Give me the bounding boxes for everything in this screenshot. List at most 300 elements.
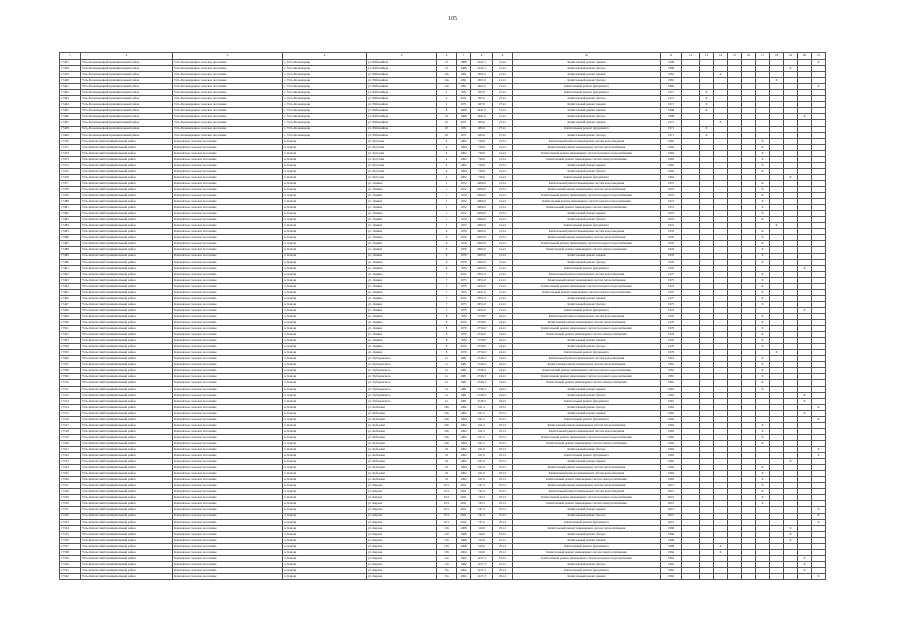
table-cell: ул. Чубаровского (367, 362, 437, 368)
table-cell: 1 (437, 217, 457, 223)
column-header: 18 (770, 53, 784, 60)
table-cell: 7 (437, 271, 457, 277)
table-cell: 1962 (457, 471, 471, 477)
table-cell: ул. Кирова (367, 543, 437, 549)
table-cell: 2746,3 (471, 356, 493, 362)
mark-cell: X (756, 386, 770, 392)
table-cell: Усть-Камчатский муниципальный район (81, 507, 173, 513)
table-cell: 1962 (457, 434, 471, 440)
table-cell: Усть-Камчатский муниципальный район (81, 459, 173, 465)
mark-cell: X (756, 326, 770, 332)
mark-cell: X (756, 259, 770, 265)
table-cell: 17517 (60, 422, 81, 428)
table-cell: Ключевское сельское поселение (173, 440, 283, 446)
table-cell: 17472 (60, 150, 81, 156)
mark-cell: X (812, 416, 826, 422)
table-cell: 2750,0 (471, 350, 493, 356)
table-cell: 24,41 (493, 326, 513, 332)
table-cell: с. Усть-Большерецк (283, 114, 367, 120)
table-cell: 1979 (457, 344, 471, 350)
table-cell: Усть-Большерецкое сельское поселение (173, 114, 283, 120)
table-cell: 2004,0 (471, 217, 493, 223)
mark-cell: X (756, 301, 770, 307)
table-cell: 2750,0 (471, 344, 493, 350)
mark-cell: X (756, 440, 770, 446)
table-cell: Капитальный ремонт фасада (513, 447, 661, 453)
table-cell: 17469 (60, 132, 81, 138)
table-cell: 21,41 (493, 66, 513, 72)
table-cell: Капитальный ремонт крыши (513, 60, 661, 66)
table-cell: 726,0 (471, 150, 493, 156)
table-cell: Капитальный ремонт инженерных систем водоотведения (513, 428, 661, 434)
table-cell: 726,0 (471, 168, 493, 174)
table-cell: 22 (437, 477, 457, 483)
table-cell: 17482 (60, 211, 81, 217)
mark-cell: X (714, 543, 728, 549)
table-cell: Ключевское сельское поселение (173, 320, 283, 326)
table-cell: Ключевское сельское поселение (173, 465, 283, 471)
table-cell: ул. Кирова (367, 561, 437, 567)
mark-cell: X (784, 459, 798, 465)
table-cell: Усть-Большерецкий муниципальный район (81, 114, 173, 120)
table-cell: 1б (437, 60, 457, 66)
table-cell: Капитальный ремонт фасада (513, 78, 661, 84)
table-cell: 10/1 (437, 501, 457, 507)
table-cell: 21,41 (493, 217, 513, 223)
table-cell: ул. Ленина (367, 241, 437, 247)
table-cell: Капитальный ремонт крыши (513, 295, 661, 301)
table-cell: 1988 (457, 60, 471, 66)
table-cell: п. Ключи (283, 247, 367, 253)
table-cell: Усть-Камчатский муниципальный район (81, 350, 173, 356)
table-cell: 17468 (60, 126, 81, 132)
table-cell: 1972 (661, 180, 682, 186)
table-cell: Усть-Большерецкое сельское поселение (173, 108, 283, 114)
table-cell: Ключевское сельское поселение (173, 477, 283, 483)
table-cell: 17520 (60, 440, 81, 446)
table-cell: 2011,5 (471, 60, 493, 66)
table-cell: 17515 (60, 410, 81, 416)
table-cell: 24,41 (493, 332, 513, 338)
table-cell: ул. Ленина (367, 217, 437, 223)
table-cell: 17496 (60, 295, 81, 301)
table-cell: 2750,0 (471, 313, 493, 319)
table-cell: 1971 (661, 126, 682, 132)
table-cell: Ключевское сельское поселение (173, 356, 283, 362)
table-cell: Капитальный ремонт инженерных систем холодного водоснабжения (513, 193, 661, 199)
table-cell: 2021 (457, 519, 471, 525)
table-cell: п. Ключи (283, 229, 367, 235)
table-cell: 1 (437, 199, 457, 205)
table-cell: Ключевское сельское поселение (173, 193, 283, 199)
table-cell: Капитальный ремонт крыши (513, 410, 661, 416)
table-cell: Ключевское сельское поселение (173, 453, 283, 459)
table-cell: 611,2 (471, 404, 493, 410)
table-cell: 1962 (457, 410, 471, 416)
table-cell: п. Ключи (283, 561, 367, 567)
table-cell: п. Ключи (283, 144, 367, 150)
table-cell: 21,41 (493, 72, 513, 78)
table-cell: 25,12 (493, 440, 513, 446)
table-cell: 24,41 (493, 313, 513, 319)
table-cell: 17521 (60, 447, 81, 453)
table-cell: 25,12 (493, 489, 513, 495)
table-cell: Ключевское сельское поселение (173, 289, 283, 295)
mark-cell: X (756, 422, 770, 428)
table-cell: 2021 (457, 495, 471, 501)
table-cell: 2005,0 (471, 265, 493, 271)
table-cell: 2021 (661, 501, 682, 507)
table-cell: 17498 (60, 307, 81, 313)
table-cell: 17497 (60, 301, 81, 307)
table-cell: 17499 (60, 313, 81, 319)
table-cell: ул. Кутузова (367, 156, 437, 162)
table-cell: 1975 (457, 295, 471, 301)
table-cell: ул. Чубаровского (367, 368, 437, 374)
table-cell: 1а (437, 392, 457, 398)
table-cell: 25,12 (493, 404, 513, 410)
table-cell: Капитальный ремонт инженерных систем холодного водоснабжения (513, 326, 661, 332)
table-cell: 1981 (457, 356, 471, 362)
mark-cell: X (756, 489, 770, 495)
table-cell: ул. Ленина (367, 229, 437, 235)
mark-cell (770, 573, 784, 579)
table-cell: 1979 (661, 320, 682, 326)
table-cell: 1975 (661, 307, 682, 313)
mark-cell: X (756, 374, 770, 380)
table-cell: 13б (437, 543, 457, 549)
table-cell: 1981 (457, 386, 471, 392)
table-cell: 17526 (60, 477, 81, 483)
table-cell: 20а (437, 416, 457, 422)
table-cell: 17492 (60, 271, 81, 277)
table-cell: Ключевское сельское поселение (173, 326, 283, 332)
table-cell: 1981 (457, 368, 471, 374)
table-cell: 611,2 (471, 416, 493, 422)
table-cell: 1962 (661, 573, 682, 579)
table-cell: 1976 (457, 247, 471, 253)
mark-cell: X (756, 356, 770, 362)
table-cell: Усть-Большерецкий муниципальный район (81, 120, 173, 126)
table-cell: Усть-Камчатский муниципальный район (81, 447, 173, 453)
table-cell: 13б (437, 537, 457, 543)
table-cell: 21,41 (493, 186, 513, 192)
table-cell: 25,12 (493, 410, 513, 416)
table-cell: Ключевское сельское поселение (173, 259, 283, 265)
table-cell: 1962 (661, 404, 682, 410)
table-cell: Усть-Камчатский муниципальный район (81, 392, 173, 398)
column-header: 15 (728, 53, 742, 60)
table-cell: Ключевское сельское поселение (173, 301, 283, 307)
table-cell: Капитальный ремонт фасада (513, 114, 661, 120)
table-cell: 605,0 (471, 120, 493, 126)
table-cell: 1981 (661, 386, 682, 392)
table-cell: Усть-Камчатский муниципальный район (81, 180, 173, 186)
mark-cell: X (756, 199, 770, 205)
table-cell: ул. Кирова (367, 531, 437, 537)
table-cell: 17500 (60, 320, 81, 326)
table-cell: п. Ключи (283, 368, 367, 374)
table-cell: 21,41 (493, 156, 513, 162)
table-cell: 24,41 (493, 392, 513, 398)
table-cell: ул. Кобызева (367, 416, 437, 422)
table-cell: п. Ключи (283, 459, 367, 465)
table-cell: ул. Юбилейная (367, 78, 437, 84)
mark-cell: X (756, 289, 770, 295)
table-cell: Ключевское сельское поселение (173, 277, 283, 283)
table-cell: п. Ключи (283, 555, 367, 561)
table-cell: 21,41 (493, 283, 513, 289)
table-cell: 1962 (661, 162, 682, 168)
table-cell: Ключевское сельское поселение (173, 404, 283, 410)
table-cell: п. Ключи (283, 180, 367, 186)
column-header: 6 (437, 53, 457, 60)
table-cell: 1972 (457, 223, 471, 229)
table-cell: ул. Кирова (367, 501, 437, 507)
table-cell: ул. Юбилейная (367, 96, 437, 102)
table-cell: ул. Кобызева (367, 434, 437, 440)
table-cell: 2021 (457, 513, 471, 519)
table-cell: Усть-Камчатский муниципальный район (81, 356, 173, 362)
table-cell: ул. Кобызева (367, 459, 437, 465)
table-cell: 1981 (457, 380, 471, 386)
table-cell: Капитальный ремонт фасада (513, 259, 661, 265)
table-cell: 607,0 (471, 90, 493, 96)
table-cell: Усть-Камчатский муниципальный район (81, 477, 173, 483)
table-cell: 27,41 (493, 126, 513, 132)
table-cell: Ключевское сельское поселение (173, 567, 283, 573)
table-cell: 27,41 (493, 96, 513, 102)
table-cell: ул. Ленина (367, 301, 437, 307)
table-cell: Ключевское сельское поселение (173, 271, 283, 277)
table-cell: Ключевское сельское поселение (173, 380, 283, 386)
table-cell: 1962 (457, 477, 471, 483)
table-cell: 25,12 (493, 567, 513, 573)
table-cell: 2746,3 (471, 398, 493, 404)
table-cell: ул. Кутузова (367, 150, 437, 156)
table-row (60, 573, 826, 579)
table-cell: 2005,0 (471, 241, 493, 247)
table-cell: Усть-Камчатский муниципальный район (81, 217, 173, 223)
table-cell: Усть-Большерецкий муниципальный район (81, 78, 173, 84)
table-cell: Усть-Камчатский муниципальный район (81, 259, 173, 265)
table-cell: п. Ключи (283, 193, 367, 199)
column-header: 12 (682, 53, 700, 60)
mark-cell: X (756, 313, 770, 319)
table-cell: 1972 (457, 193, 471, 199)
table-cell: 8 (437, 108, 457, 114)
table-cell: Усть-Камчатский муниципальный район (81, 434, 173, 440)
table-cell: Ключевское сельское поселение (173, 174, 283, 180)
table-cell: Капитальный ремонт инженерных систем теплоснабжения (513, 144, 661, 150)
table-cell: 27,41 (493, 90, 513, 96)
table-cell: Капитальный ремонт инженерных систем водоотведения (513, 138, 661, 144)
table-cell: 1976 (457, 241, 471, 247)
table-cell: 747,2 (471, 483, 493, 489)
table-cell: 21,41 (493, 295, 513, 301)
table-cell: 4 (437, 156, 457, 162)
table-cell: ул. Чубаровского (367, 356, 437, 362)
table-cell: 24,41 (493, 350, 513, 356)
mark-cell: X (714, 549, 728, 555)
table-cell: 17474 (60, 162, 81, 168)
table-cell: п. Ключи (283, 537, 367, 543)
mark-cell: X (700, 108, 714, 114)
table-cell: 1991,0 (471, 114, 493, 120)
mark-cell: X (756, 495, 770, 501)
table-cell: 8 (437, 332, 457, 338)
table-cell: Усть-Камчатский муниципальный район (81, 193, 173, 199)
table-cell: 310,0 (471, 531, 493, 537)
table-cell: Капитальный ремонт инженерных систем электроснабжения (513, 549, 661, 555)
table-cell: Капитальный ремонт фундамента (513, 223, 661, 229)
table-cell: Капитальный ремонт инженерных систем электроснабжения (513, 247, 661, 253)
table-cell: 8 (437, 326, 457, 332)
mark-cell: X (756, 295, 770, 301)
mark-cell: X (756, 235, 770, 241)
table-cell: 1979 (457, 320, 471, 326)
table-cell: Усть-Камчатский муниципальный район (81, 531, 173, 537)
table-cell: Усть-Камчатский муниципальный район (81, 549, 173, 555)
table-cell: 1975 (457, 301, 471, 307)
table-cell: 1975 (661, 271, 682, 277)
table-cell: п. Ключи (283, 217, 367, 223)
table-cell: ул. Ленина (367, 338, 437, 344)
table-cell: 310,0 (471, 543, 493, 549)
table-cell: 1962 (661, 440, 682, 446)
table-cell: 2011,5 (471, 66, 493, 72)
table-cell: Капитальный ремонт инженерных систем водоотведения (513, 356, 661, 362)
table-cell: 2750,0 (471, 326, 493, 332)
table-cell: 17513 (60, 398, 81, 404)
table-cell: п. Ключи (283, 567, 367, 573)
table-cell: 1979 (661, 326, 682, 332)
table-cell: Капитальный ремонт инженерных систем теплоснабжения (513, 483, 661, 489)
mark-cell: X (756, 338, 770, 344)
table-cell: 2021 (661, 483, 682, 489)
table-cell: 1979 (661, 344, 682, 350)
table-cell: 2750,0 (471, 338, 493, 344)
table-cell: 1972 (457, 205, 471, 211)
table-cell: 21,41 (493, 180, 513, 186)
table-cell: Капитальный ремонт фасада (513, 513, 661, 519)
table-cell: 17529 (60, 495, 81, 501)
table-cell: ул. Кутузова (367, 174, 437, 180)
table-cell: 1971 (457, 120, 471, 126)
table-cell: 1б (437, 66, 457, 72)
table-cell: 2746,3 (471, 362, 493, 368)
mark-cell: X (812, 573, 826, 579)
table-cell: 21,41 (493, 223, 513, 229)
table-cell: 17491 (60, 265, 81, 271)
table-cell: 1962 (457, 138, 471, 144)
table-cell: 1962 (457, 567, 471, 573)
table-cell: 17516 (60, 416, 81, 422)
table-cell: 2004,0 (471, 186, 493, 192)
table-cell: п. Ключи (283, 434, 367, 440)
table-cell: Ключевское сельское поселение (173, 422, 283, 428)
mark-cell: X (756, 320, 770, 326)
table-cell: Ключевское сельское поселение (173, 489, 283, 495)
table-cell: 1962 (457, 561, 471, 567)
table-cell: 17475 (60, 168, 81, 174)
table-cell: 1а (437, 362, 457, 368)
table-cell: 2021 (661, 519, 682, 525)
table-cell: 8 (437, 313, 457, 319)
table-cell: ул. Кирова (367, 483, 437, 489)
table-cell: 1976 (661, 259, 682, 265)
table-cell: 726,0 (471, 162, 493, 168)
table-cell: Капитальный ремонт крыши (513, 211, 661, 217)
table-cell: п. Ключи (283, 289, 367, 295)
table-cell: 1968 (457, 108, 471, 114)
table-cell: 1962 (661, 453, 682, 459)
table-cell: 1968 (457, 114, 471, 120)
table-cell: 1975 (457, 277, 471, 283)
table-cell: 21,41 (493, 241, 513, 247)
mark-cell: X (714, 120, 728, 126)
table-cell: п. Ключи (283, 186, 367, 192)
table-cell: 1979 (457, 313, 471, 319)
table-cell: Усть-Камчатский муниципальный район (81, 332, 173, 338)
table-cell: Капитальный ремонт фасада (513, 404, 661, 410)
table-cell: 1979 (661, 332, 682, 338)
table-cell: с. Усть-Большерецк (283, 96, 367, 102)
table-cell: 17477 (60, 180, 81, 186)
table-cell: Капитальный ремонт инженерных систем водоотведения (513, 180, 661, 186)
table-cell: 17542 (60, 573, 81, 579)
table-cell: п. Ключи (283, 271, 367, 277)
table-cell: 17463 (60, 96, 81, 102)
mark-cell: X (812, 453, 826, 459)
table-cell: 20а (437, 404, 457, 410)
table-cell: Усть-Камчатский муниципальный район (81, 489, 173, 495)
table-cell: 17508 (60, 368, 81, 374)
table-cell: Усть-Камчатский муниципальный район (81, 211, 173, 217)
table-cell: Усть-Камчатский муниципальный район (81, 320, 173, 326)
table-cell: 1601,6 (471, 78, 493, 84)
table-cell: 1975 (661, 283, 682, 289)
table-cell: Капитальный ремонт инженерных систем теплоснабжения (513, 235, 661, 241)
table-cell: 1962 (661, 555, 682, 561)
table-cell: 1981 (457, 362, 471, 368)
table-cell: Усть-Камчатский муниципальный район (81, 247, 173, 253)
table-cell: п. Ключи (283, 374, 367, 380)
table-cell: 17541 (60, 567, 81, 573)
table-cell: 25,12 (493, 531, 513, 537)
table-cell: 13б (437, 525, 457, 531)
table-cell: 21,41 (493, 301, 513, 307)
table-cell: Капитальный ремонт крыши (513, 253, 661, 259)
mark-cell (798, 573, 812, 579)
table-cell: 747,2 (471, 495, 493, 501)
table-cell: п. Ключи (283, 573, 367, 579)
table-cell: 1972 (457, 211, 471, 217)
table-cell: ул. Кирова (367, 489, 437, 495)
table-cell: Усть-Камчатский муниципальный район (81, 235, 173, 241)
table-cell: 22 (437, 471, 457, 477)
table-cell: 2021 (661, 513, 682, 519)
table-cell: 1а (437, 374, 457, 380)
mark-cell: X (756, 211, 770, 217)
table-cell: 2 (437, 96, 457, 102)
table-cell: 17466 (60, 114, 81, 120)
table-cell: 1а (437, 398, 457, 404)
table-cell: 611,2 (471, 434, 493, 440)
table-cell: Усть-Большерецкое сельское поселение (173, 84, 283, 90)
table-cell: п. Ключи (283, 156, 367, 162)
table-cell: Усть-Камчатский муниципальный район (81, 162, 173, 168)
